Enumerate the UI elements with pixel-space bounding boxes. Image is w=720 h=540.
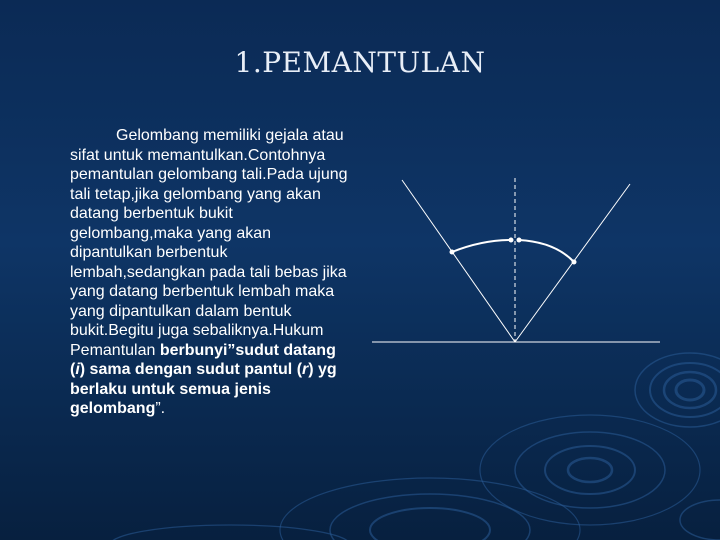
paragraph-normal-text: Gelombang memiliki gejala atau sifat untuk memantulkan.Contohnya pemantulan gelombang tali.Pada ujung tali tetap,jika gelombang yang akan datang berbentuk bukit gelombang,maka yang akan dipantulkan berbentuk lembah,sedangkan pada tali bebas jika yang datang berbentuk lembah maka yang dipantulkan dalam bentuk bukit.Begitu juga sebaliknya.Hukum Pemantulan (70, 127, 348, 359)
law-statement-part-1: berbunyi”sudut datang ( (70, 341, 336, 378)
angle-i-arc (452, 240, 511, 252)
angle-r-start-marker (517, 238, 522, 243)
law-symbol-r: r (302, 361, 309, 378)
reflection-diagram (360, 170, 670, 360)
paragraph-end-text: ”. (155, 400, 166, 417)
body-paragraph (70, 126, 355, 419)
slide-title: 1.PEMANTULAN (234, 46, 486, 79)
law-symbol-i: i (75, 361, 80, 378)
angle-r-arc (519, 240, 574, 262)
angle-i-end-marker (509, 238, 514, 243)
incident-ray (402, 180, 515, 342)
law-statement-part-3: ) yg berlaku untuk semua jenis gelombang (70, 361, 337, 417)
angle-r-arrowhead (572, 260, 577, 265)
angle-i-arrowhead (450, 250, 455, 255)
law-statement-part-2: ) sama dengan sudut pantul ( (79, 361, 303, 378)
